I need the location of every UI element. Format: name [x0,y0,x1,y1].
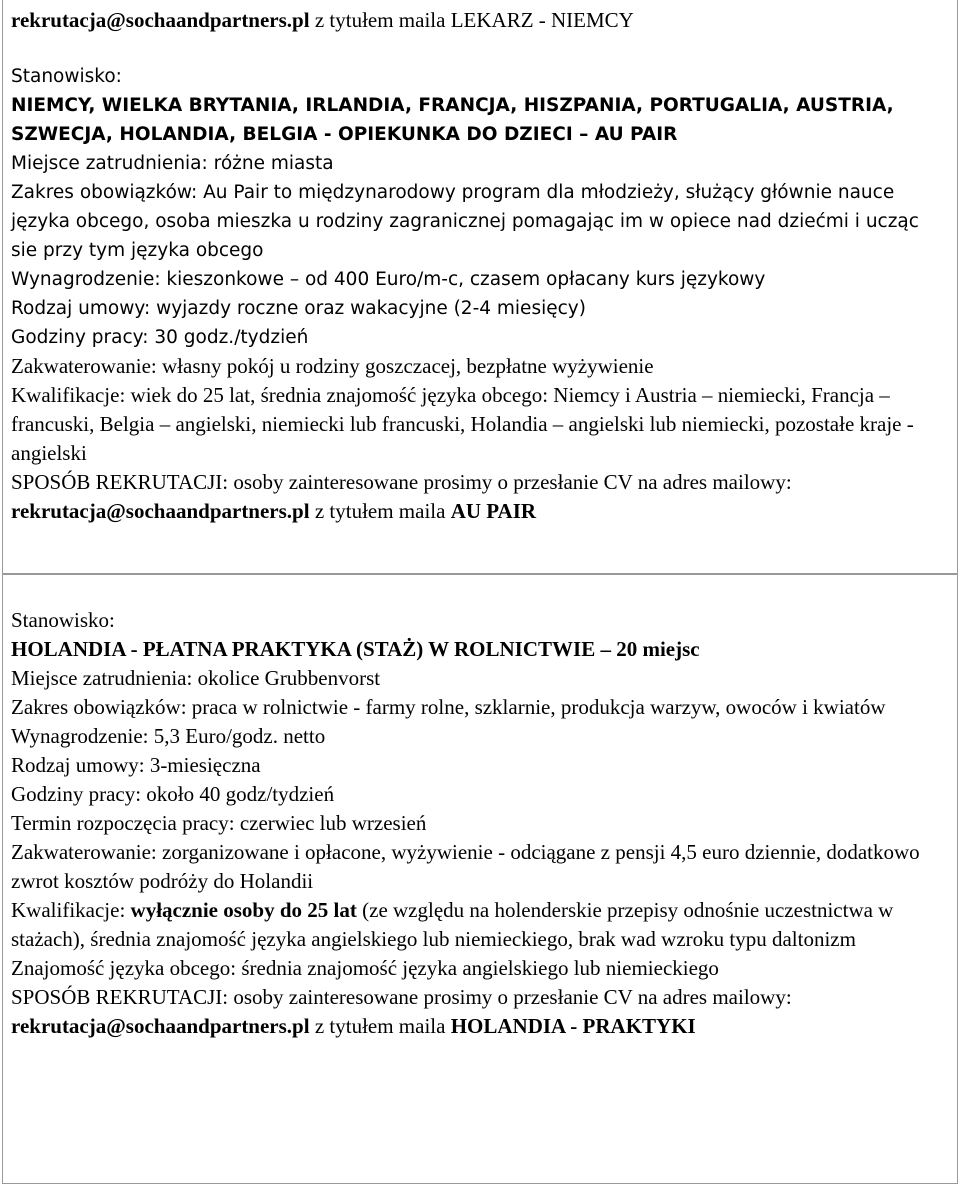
kwalifikacje-rest: (ze względu na holenderskie przepisy odnośnie uczestnictwa w stażach), średnia znajomość języka angielskiego lub niemieckiego, brak wad wzroku typu daltonizm [11,898,894,951]
email-subject-prefix: z tytułem maila [309,499,451,523]
stanowisko-label: Stanowisko: [11,608,115,632]
email-link[interactable]: rekrutacja@sochaandpartners.pl [11,1014,310,1038]
rodzaj-umowy: Rodzaj umowy: wyjazdy roczne oraz wakacyjne (2-4 miesięcy) [11,298,586,319]
sposob-rekrutacji: SPOSÓB REKRUTACJI: osoby zainteresowane prosimy o przesłanie CV na adres mailowy: [11,985,792,1009]
email-subject: HOLANDIA - PRAKTYKI [450,1014,696,1038]
top-contact-line [11,6,949,35]
zakwaterowanie: Zakwaterowanie: własny pokój u rodziny goszczacej, bezpłatne wyżywienie [11,354,654,378]
top-email-link[interactable]: rekrutacja@sochaandpartners.pl [11,8,310,32]
sposob-rekrutacji: SPOSÓB REKRUTACJI: osoby zainteresowane prosimy o przesłanie CV na adres mailowy: [11,470,792,494]
wynagrodzenie: Wynagrodzenie: 5,3 Euro/godz. netto [11,724,326,748]
znajomosc-jezyka: Znajomość języka obcego: średnia znajomość języka angielskiego lub niemieckiego [11,956,719,980]
termin-rozpoczecia: Termin rozpoczęcia pracy: czerwiec lub wrzesień [11,811,427,835]
miejsce-zatrudnienia: Miejsce zatrudnienia: okolice Grubbenvorst [11,666,381,690]
kwalifikacje: Kwalifikacje: wiek do 25 lat, średnia znajomość języka obcego: Niemcy i Austria – niemiecki, Francja – francuski, Belgia – angielski, niemiecki lub francuski, Holandia – angielski lub niemiecki, pozostałe kraje - angielski [11,383,914,465]
zakwaterowanie: Zakwaterowanie: zorganizowane i opłacone, wyżywienie - odciągane z pensji 4,5 euro dziennie, dodatkowo zwrot kosztów podróży do Holandii [11,840,920,893]
job-title: NIEMCY, WIELKA BRYTANIA, IRLANDIA, FRANCJA, HISZPANIA, PORTUGALIA, AUSTRIA, SZWECJA, HOLANDIA, BELGIA - OPIEKUNKA DO DZIECI – AU PAIR [11,95,894,145]
kwalifikacje-label: Kwalifikacje: [11,898,131,922]
kwalifikacje-bold: wyłącznie osoby do 25 lat [130,898,357,922]
contact-line [11,497,949,526]
wynagrodzenie: Wynagrodzenie: kieszonkowe – od 400 Euro/m-c, czasem opłacany kurs językowy [11,269,766,290]
rodzaj-umowy: Rodzaj umowy: 3-miesięczna [11,753,261,777]
stanowisko-label: Stanowisko: [11,66,122,87]
kwalifikacje [11,896,949,954]
job-title: HOLANDIA - PŁATNA PRAKTYKA (STAŻ) W ROLNICTWIE – 20 miejsc [11,637,700,661]
job-section-holandia [2,574,958,1184]
email-subject: AU PAIR [450,499,537,523]
email-subject-prefix: z tytułem maila [309,1014,451,1038]
email-link[interactable]: rekrutacja@sochaandpartners.pl [11,499,310,523]
godziny-pracy: Godziny pracy: około 40 godz/tydzień [11,782,335,806]
contact-line [11,1012,949,1041]
miejsce-zatrudnienia: Miejsce zatrudnienia: różne miasta [11,153,334,174]
godziny-pracy: Godziny pracy: 30 godz./tydzień [11,327,309,348]
top-email-subject: z tytułem maila LEKARZ - NIEMCY [309,8,634,32]
zakres-obowiazkow: Zakres obowiązków: praca w rolnictwie - farmy rolne, szklarnie, produkcja warzyw, owoców i kwiatów [11,695,886,719]
zakres-obowiazkow: Zakres obowiązków: Au Pair to międzynarodowy program dla młodzieży, służący głównie nauce języka obcego, osoba mieszka u rodziny zagranicznej pomagając im w opiece nad dziećmi i ucząc sie przy tym języka obcego [11,182,919,261]
job-section-au-pair [2,0,958,574]
